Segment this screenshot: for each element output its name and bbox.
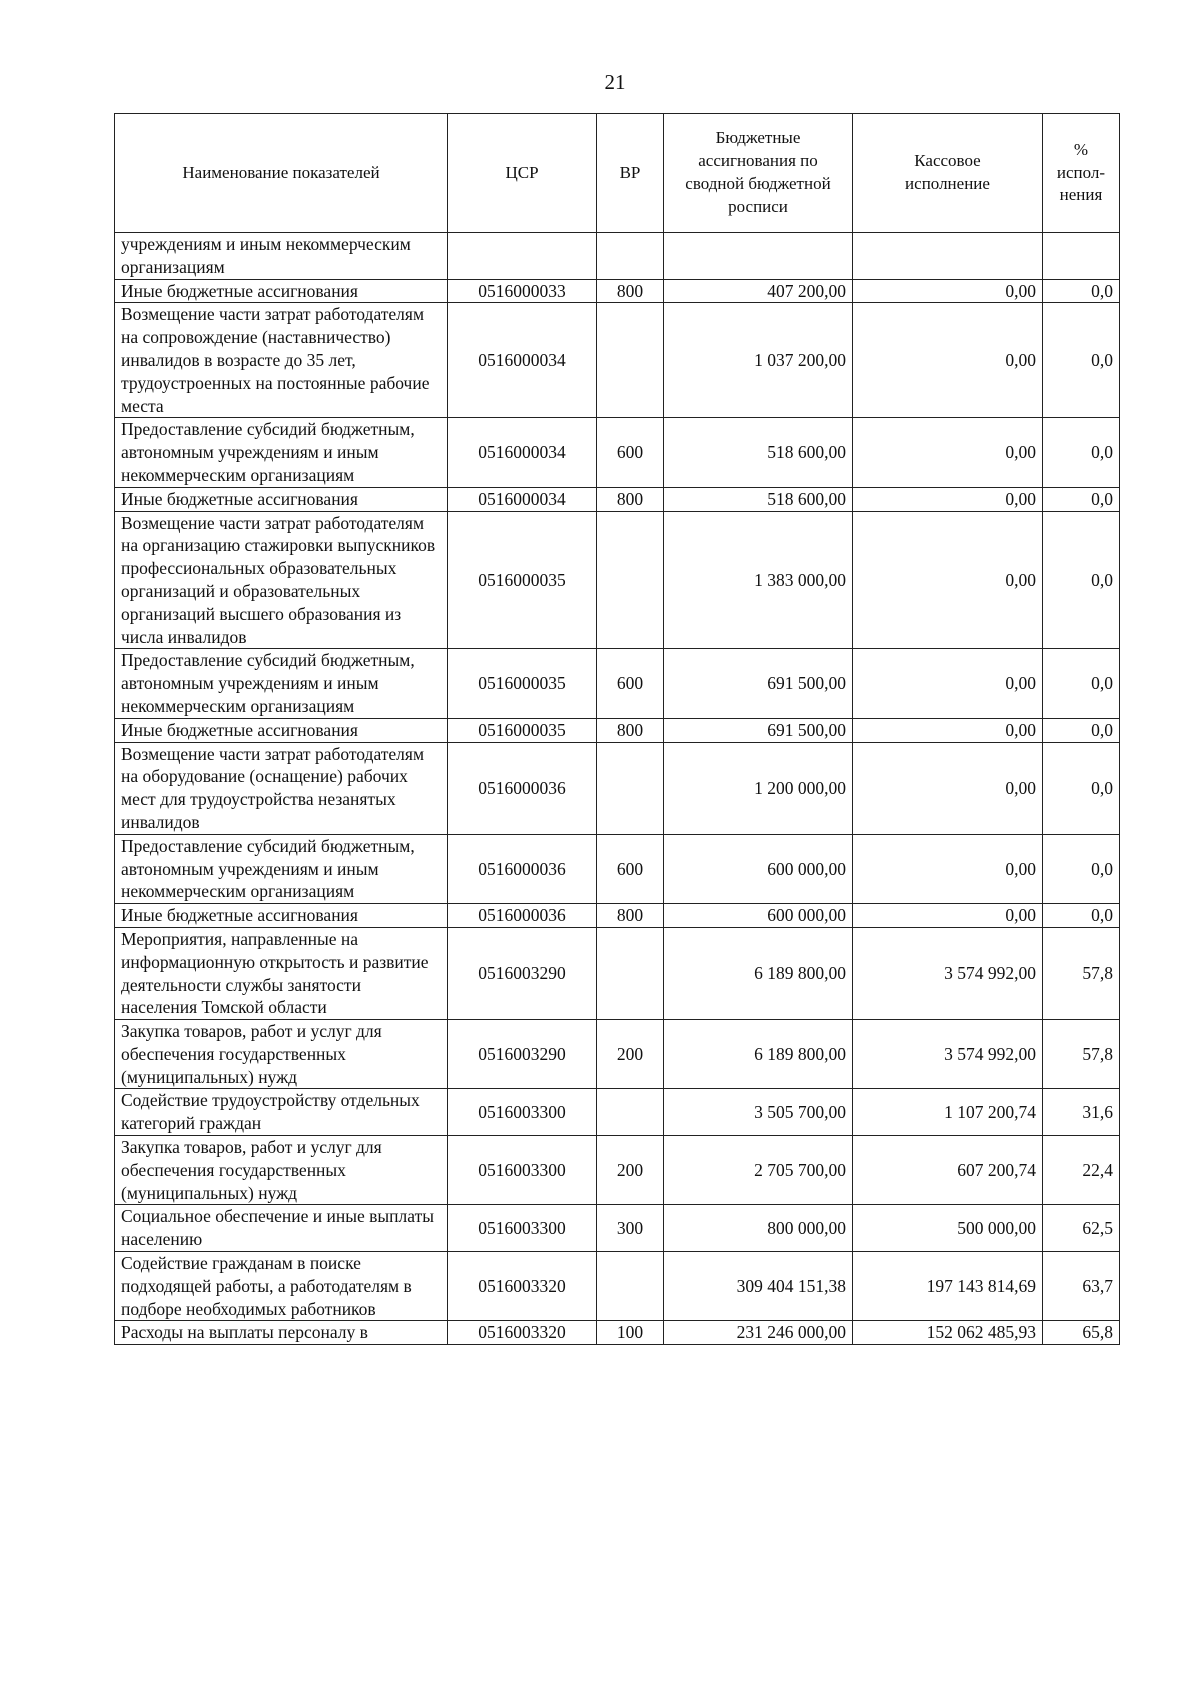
table-row <box>115 1136 1120 1205</box>
cell-cash: 0,00 <box>853 279 1043 303</box>
cell-pct: 65,8 <box>1043 1321 1120 1345</box>
cell-vr: 200 <box>597 1020 664 1089</box>
cell-pct: 57,8 <box>1043 927 1120 1019</box>
cell-pct: 62,5 <box>1043 1205 1120 1252</box>
cell-vr: 800 <box>597 487 664 511</box>
cell-vr <box>597 1252 664 1321</box>
cell-cash: 197 143 814,69 <box>853 1252 1043 1321</box>
cell-csr: 0516000036 <box>448 742 597 834</box>
cell-csr: 0516003300 <box>448 1089 597 1136</box>
cell-cash: 0,00 <box>853 487 1043 511</box>
cell-csr: 0516000035 <box>448 718 597 742</box>
table-row <box>115 834 1120 903</box>
table-row <box>115 418 1120 487</box>
cell-budget: 1 037 200,00 <box>664 303 853 418</box>
cell-budget: 6 189 800,00 <box>664 927 853 1019</box>
table-row <box>115 1020 1120 1089</box>
cell-csr: 0516000034 <box>448 418 597 487</box>
table-row <box>115 511 1120 649</box>
cell-csr: 0516003320 <box>448 1252 597 1321</box>
table-header-row <box>115 114 1120 233</box>
header-pct-text: % испол-нения <box>1056 139 1106 205</box>
cell-vr: 100 <box>597 1321 664 1345</box>
cell-csr: 0516003290 <box>448 1020 597 1089</box>
cell-name: Содействие гражданам в поиске подходящей работы, а работодателям в подборе необходимых работников <box>115 1252 448 1321</box>
cell-cash: 0,00 <box>853 303 1043 418</box>
cell-budget: 518 600,00 <box>664 418 853 487</box>
cell-cash: 152 062 485,93 <box>853 1321 1043 1345</box>
cell-pct: 0,0 <box>1043 904 1120 928</box>
cell-budget: 691 500,00 <box>664 718 853 742</box>
cell-name: Предоставление субсидий бюджетным, автономным учреждениям и иным некоммерческим организациям <box>115 834 448 903</box>
cell-csr: 0516003290 <box>448 927 597 1019</box>
cell-budget: 1 200 000,00 <box>664 742 853 834</box>
cell-cash <box>853 233 1043 280</box>
cell-pct <box>1043 233 1120 280</box>
cell-budget: 3 505 700,00 <box>664 1089 853 1136</box>
cell-csr: 0516003300 <box>448 1136 597 1205</box>
header-budget <box>664 114 853 233</box>
cell-cash: 0,00 <box>853 742 1043 834</box>
table-row <box>115 1089 1120 1136</box>
cell-cash: 3 574 992,00 <box>853 927 1043 1019</box>
header-cash <box>853 114 1043 233</box>
table-row <box>115 742 1120 834</box>
cell-budget: 800 000,00 <box>664 1205 853 1252</box>
cell-csr: 0516000036 <box>448 904 597 928</box>
cell-budget: 691 500,00 <box>664 649 853 718</box>
cell-budget: 2 705 700,00 <box>664 1136 853 1205</box>
cell-pct: 57,8 <box>1043 1020 1120 1089</box>
table-row <box>115 1205 1120 1252</box>
budget-table <box>114 113 1120 1345</box>
cell-name: Возмещение части затрат работодателям на сопровождение (наставничество) инвалидов в возрасте до 35 лет, трудоустроенных на постоянные рабочие места <box>115 303 448 418</box>
cell-cash: 0,00 <box>853 904 1043 928</box>
cell-cash: 3 574 992,00 <box>853 1020 1043 1089</box>
table-row <box>115 927 1120 1019</box>
cell-vr: 600 <box>597 649 664 718</box>
page-number: 21 <box>604 70 626 94</box>
cell-budget: 407 200,00 <box>664 279 853 303</box>
cell-vr <box>597 511 664 649</box>
cell-name: Иные бюджетные ассигнования <box>115 904 448 928</box>
cell-name: Мероприятия, направленные на информационную открытость и развитие деятельности службы занятости населения Томской области <box>115 927 448 1019</box>
table-row <box>115 904 1120 928</box>
cell-budget: 1 383 000,00 <box>664 511 853 649</box>
cell-pct: 0,0 <box>1043 511 1120 649</box>
cell-budget: 231 246 000,00 <box>664 1321 853 1345</box>
cell-vr <box>597 1089 664 1136</box>
table-row <box>115 279 1120 303</box>
cell-vr: 800 <box>597 279 664 303</box>
cell-vr: 300 <box>597 1205 664 1252</box>
table-row <box>115 487 1120 511</box>
cell-cash: 0,00 <box>853 718 1043 742</box>
cell-name: Расходы на выплаты персоналу в <box>115 1321 448 1345</box>
cell-budget: 518 600,00 <box>664 487 853 511</box>
cell-name: Содействие трудоустройству отдельных категорий граждан <box>115 1089 448 1136</box>
cell-name: Предоставление субсидий бюджетным, автономным учреждениям и иным некоммерческим организациям <box>115 418 448 487</box>
cell-cash: 500 000,00 <box>853 1205 1043 1252</box>
table-body <box>115 233 1120 1345</box>
cell-vr: 200 <box>597 1136 664 1205</box>
cell-budget: 309 404 151,38 <box>664 1252 853 1321</box>
cell-csr: 0516003300 <box>448 1205 597 1252</box>
cell-vr <box>597 927 664 1019</box>
cell-name: Иные бюджетные ассигнования <box>115 279 448 303</box>
cell-vr: 600 <box>597 834 664 903</box>
cell-name: Возмещение части затрат работодателям на организацию стажировки выпускников профессиональных образовательных организаций и образовательных организаций высшего образования из числа инвалидов <box>115 511 448 649</box>
cell-pct: 0,0 <box>1043 649 1120 718</box>
cell-pct: 0,0 <box>1043 487 1120 511</box>
cell-csr: 0516000034 <box>448 487 597 511</box>
cell-vr <box>597 233 664 280</box>
cell-cash: 1 107 200,74 <box>853 1089 1043 1136</box>
cell-csr <box>448 233 597 280</box>
table-row <box>115 718 1120 742</box>
cell-pct: 0,0 <box>1043 718 1120 742</box>
cell-budget: 600 000,00 <box>664 834 853 903</box>
header-vr: ВР <box>597 114 664 233</box>
table-row <box>115 233 1120 280</box>
cell-csr: 0516000035 <box>448 649 597 718</box>
cell-pct: 22,4 <box>1043 1136 1120 1205</box>
cell-csr: 0516000033 <box>448 279 597 303</box>
cell-name: учреждениям и иным некоммерческим организациям <box>115 233 448 280</box>
header-cash-text: Кассовое исполнение <box>905 151 990 193</box>
cell-pct: 0,0 <box>1043 834 1120 903</box>
table-row <box>115 303 1120 418</box>
cell-name: Социальное обеспечение и иные выплаты населению <box>115 1205 448 1252</box>
table-row <box>115 1321 1120 1345</box>
cell-vr <box>597 742 664 834</box>
cell-csr: 0516000036 <box>448 834 597 903</box>
header-csr: ЦСР <box>448 114 597 233</box>
cell-cash: 0,00 <box>853 649 1043 718</box>
cell-cash: 0,00 <box>853 834 1043 903</box>
cell-pct: 0,0 <box>1043 742 1120 834</box>
header-budget-text: Бюджетные ассигнования по сводной бюджетной росписи <box>685 128 831 216</box>
cell-budget: 600 000,00 <box>664 904 853 928</box>
cell-vr <box>597 303 664 418</box>
cell-cash: 0,00 <box>853 418 1043 487</box>
cell-vr: 800 <box>597 904 664 928</box>
cell-pct: 31,6 <box>1043 1089 1120 1136</box>
cell-csr: 0516000034 <box>448 303 597 418</box>
cell-name: Закупка товаров, работ и услуг для обеспечения государственных (муниципальных) нужд <box>115 1020 448 1089</box>
cell-budget: 6 189 800,00 <box>664 1020 853 1089</box>
cell-cash: 0,00 <box>853 511 1043 649</box>
cell-csr: 0516003320 <box>448 1321 597 1345</box>
cell-pct: 0,0 <box>1043 279 1120 303</box>
table-row <box>115 649 1120 718</box>
table-row <box>115 1252 1120 1321</box>
cell-csr: 0516000035 <box>448 511 597 649</box>
cell-cash: 607 200,74 <box>853 1136 1043 1205</box>
header-pct <box>1043 114 1120 233</box>
cell-budget <box>664 233 853 280</box>
cell-name: Закупка товаров, работ и услуг для обеспечения государственных (муниципальных) нужд <box>115 1136 448 1205</box>
cell-name: Предоставление субсидий бюджетным, автономным учреждениям и иным некоммерческим организациям <box>115 649 448 718</box>
cell-name: Иные бюджетные ассигнования <box>115 718 448 742</box>
cell-pct: 63,7 <box>1043 1252 1120 1321</box>
cell-pct: 0,0 <box>1043 418 1120 487</box>
cell-vr: 600 <box>597 418 664 487</box>
cell-name: Возмещение части затрат работодателям на оборудование (оснащение) рабочих мест для трудоустройства незанятых инвалидов <box>115 742 448 834</box>
cell-vr: 800 <box>597 718 664 742</box>
header-name: Наименование показателей <box>115 114 448 233</box>
cell-pct: 0,0 <box>1043 303 1120 418</box>
cell-name: Иные бюджетные ассигнования <box>115 487 448 511</box>
